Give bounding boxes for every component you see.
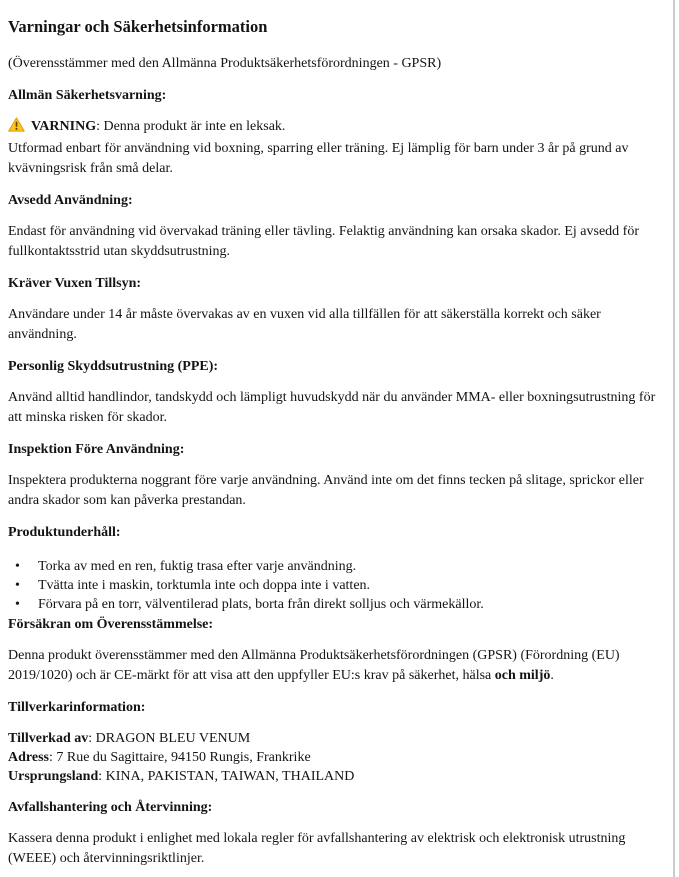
ppe-body: Använd alltid handlindor, tandskydd och lämpligt huvudskydd när du använder MMA- eller boxningsutrustning för att minska risken för skador. — [8, 390, 656, 425]
list-item: • Förvara på en torr, välventilerad plats, borta från direkt solljus och värmekällor. — [8, 595, 665, 614]
warning-text: : Denna produkt är inte en leksak. — [96, 119, 286, 134]
section-heading-supervision: Kräver Vuxen Tillsyn: — [8, 276, 142, 291]
section-heading-manufacturer: Tillverkarinformation: — [8, 700, 146, 715]
section-heading-ppe: Personlig Skyddsutrustning (PPE): — [8, 359, 219, 374]
manufacturer-address-line — [8, 748, 665, 767]
origin-label: Ursprungsland — [8, 769, 99, 784]
warning-block — [8, 117, 665, 179]
warning-label: VARNING — [31, 119, 97, 134]
manufacturer-info-block — [8, 729, 665, 786]
manufacturer-origin-line — [8, 767, 665, 786]
list-item: • Tvätta inte i maskin, torktumla inte och doppa inte i vatten. — [8, 576, 665, 595]
maintenance-bullet-list — [8, 557, 665, 614]
section-heading-intended-use: Avsedd Användning: — [8, 193, 133, 208]
intended-use-body: Endast för användning vid övervakad träning eller tävling. Felaktig användning kan orsaka skador. Ej avsedd för fullkontaktsstrid utan skyddsutrustning. — [8, 224, 639, 259]
section-heading-maintenance: Produktunderhåll: — [8, 525, 121, 540]
manufacturer-made-by-line — [8, 729, 665, 748]
warning-triangle-icon — [8, 117, 25, 139]
gpsr-subtitle: (Överensstämmer med den Allmänna Produktsäkerhetsförordningen - GPSR) — [8, 56, 442, 71]
inspection-body: Inspektera produkterna noggrant före varje användning. Använd inte om det finns tecken på slitage, sprickor eller andra skador som kan påverka prestandan. — [8, 473, 644, 508]
general-warning-body: Utformad enbart för användning vid boxning, sparring eller träning. Ej lämplig för barn under 3 år på grund av kvävningsrisk från små delar. — [8, 141, 629, 176]
conformity-body-bold: och miljö — [494, 668, 551, 683]
section-heading-general-warning: Allmän Säkerhetsvarning: — [8, 88, 167, 103]
made-by-value: : DRAGON BLEU VENUM — [88, 731, 251, 746]
disposal-body: Kassera denna produkt i enlighet med lokala regler för avfallshantering av elektrisk och elektronisk utrustning (WEEE) och återvinningsriktlinjer. — [8, 831, 626, 866]
conformity-body-start: Denna produkt överensstämmer med den Allmänna Produktsäkerhetsförordningen (GPSR) (Förordning (EU) 2019/1020) och är CE-märkt för att visa att den uppfyller EU:s krav på säkerhet, hälsa — [8, 648, 620, 683]
origin-value: : KINA, PAKISTAN, TAIWAN, THAILAND — [98, 769, 355, 784]
section-heading-inspection: Inspektion Före Användning: — [8, 442, 185, 457]
supervision-body: Användare under 14 år måste övervakas av en vuxen vid alla tillfällen för att säkerställa korrekt och säker användning. — [8, 307, 601, 342]
section-heading-disposal: Avfallshantering och Återvinning: — [8, 800, 213, 815]
address-value: : 7 Rue du Sagittaire, 94150 Rungis, Frankrike — [48, 750, 311, 765]
address-label: Adress — [8, 750, 49, 765]
conformity-body-end: . — [550, 668, 554, 683]
conformity-body — [8, 646, 665, 686]
page-title: Varningar och Säkerhetsinformation — [8, 17, 268, 36]
warning-line — [8, 117, 665, 139]
made-by-label: Tillverkad av — [8, 731, 89, 746]
list-item: • Torka av med en ren, fuktig trasa efter varje användning. — [8, 557, 665, 576]
page-right-edge-divider — [673, 0, 675, 877]
section-heading-conformity: Försäkran om Överensstämmelse: — [8, 617, 214, 632]
